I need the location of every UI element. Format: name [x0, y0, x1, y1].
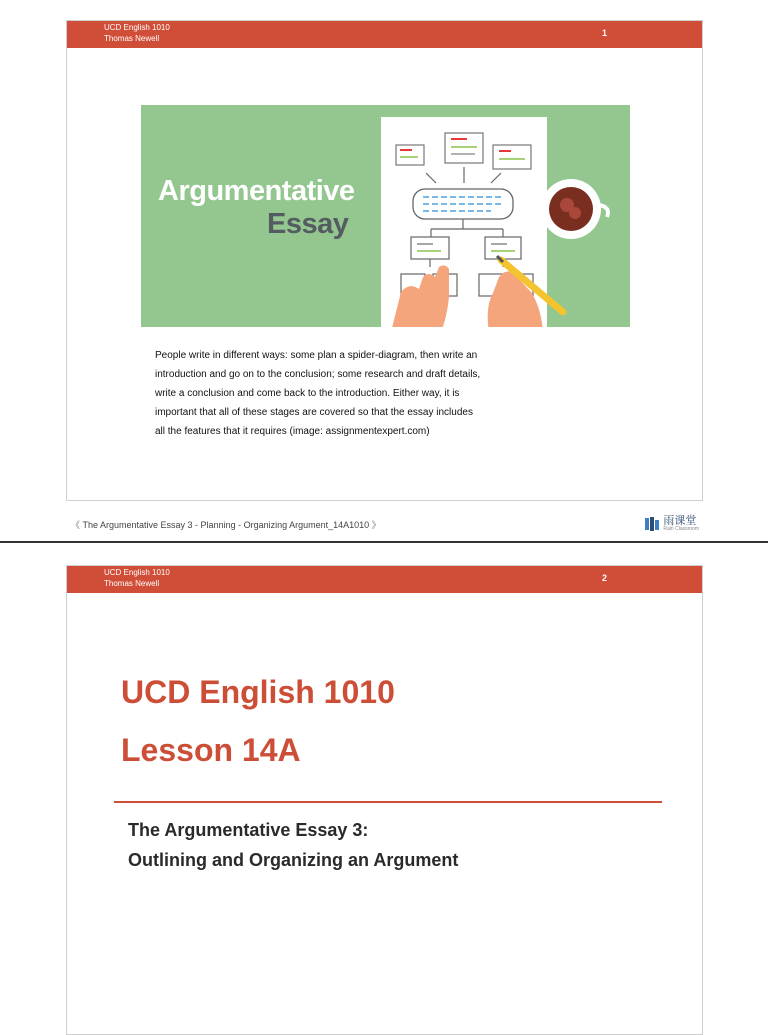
document-title: 《 The Argumentative Essay 3 - Planning - Organizing Argument_14A1010 》 — [71, 520, 381, 530]
header-meta — [104, 567, 170, 589]
slide-subtitle-line1: The Argumentative Essay 3: — [128, 820, 369, 840]
rain-classroom-logo-icon — [644, 516, 660, 532]
slide-subtitle-line2: Outlining and Organizing an Argument — [128, 850, 459, 870]
page-divider — [0, 541, 768, 543]
slide-2 — [66, 565, 703, 1035]
hero-illustration — [141, 105, 630, 327]
brand-name: 雨课堂 — [663, 515, 697, 527]
hero-title-line1: Argumentative — [158, 175, 355, 207]
slide-1 — [66, 20, 703, 501]
brand-subtitle: Rain Classroom — [663, 526, 699, 532]
pencil-icon — [493, 250, 573, 320]
header-author: Thomas Newell — [104, 34, 160, 43]
coffee-cup-icon — [537, 175, 617, 245]
title-rule — [114, 801, 662, 803]
slide-title-lesson: Lesson 14A — [121, 732, 301, 768]
page-number: 2 — [601, 573, 607, 583]
header-course: UCD English 1010 — [104, 568, 170, 577]
slide-title-course: UCD English 1010 — [121, 674, 395, 710]
header-meta — [104, 22, 170, 44]
hero-title-line2: Essay — [267, 208, 349, 240]
header-course: UCD English 1010 — [104, 23, 170, 32]
brand-logo[interactable] — [644, 516, 699, 532]
page-number: 1 — [601, 28, 607, 38]
slide-header — [67, 21, 702, 48]
slide-header — [67, 566, 702, 593]
slide-description: People write in different ways: some plan a spider-diagram, then write an introduction and go on to the conclusion; some research and draft details, write a conclusion and come back to the introduction. Either way, it is important that all of these stages are covered so that the essay includes all the features that it requires (image: assignmentexpert.com) — [155, 350, 481, 437]
header-author: Thomas Newell — [104, 579, 160, 588]
viewer-footer — [66, 516, 703, 536]
